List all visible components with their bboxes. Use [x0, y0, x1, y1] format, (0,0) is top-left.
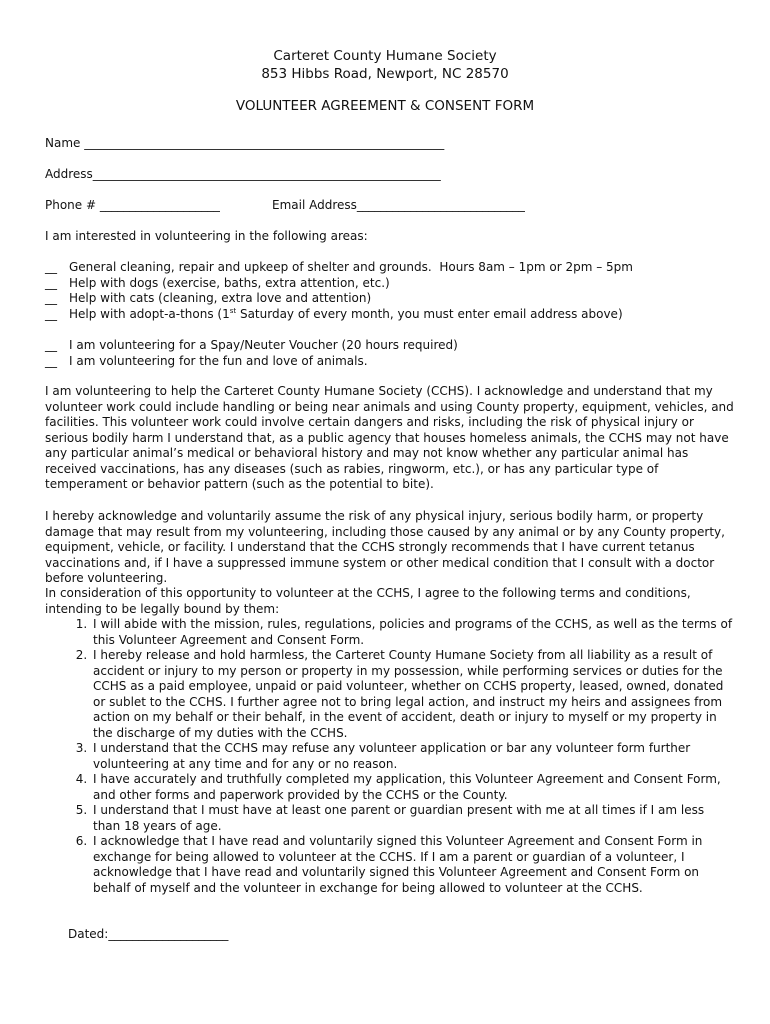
phone-field[interactable]: Phone # ____________________ — [45, 198, 220, 212]
purpose-voucher[interactable] — [45, 338, 735, 354]
checkbox-blank[interactable]: __ — [45, 275, 57, 290]
assumption-of-risk-paragraph: I hereby acknowledge and voluntarily assume the risk of any physical injury, serious bodily harm, or property damage that may result from my volunteering, including those caused by any animal or by any County property, equipment, vehicle, or facility. I understand that the CCHS strongly recommends that I have current tetanus vaccinations and, if I have a suppressed immune system or other medical condition that I consult with a doctor before volunteering. — [45, 509, 725, 585]
org-header — [0, 47, 770, 83]
area-cats[interactable] — [45, 291, 735, 307]
area-label: Help with adopt-a-thons (1st Saturday of every month, you must enter email address above) — [69, 306, 623, 321]
terms-item: 6. I acknowledge that I have read and voluntarily signed this Volunteer Agreement and Consent Form in exchange for being allowed to volunteer at the CCHS. If I am a parent or guardian of a volunteer, I acknowledge that I have read and voluntarily signed this Volunteer Agreement and Consent Form on behalf of myself and the volunteer in exchange for being allowed to volunteer at the CCHS. — [91, 834, 735, 896]
email-field[interactable]: Email Address____________________________ — [272, 198, 525, 212]
purpose-label: I am volunteering for a Spay/Neuter Voucher (20 hours required) — [69, 338, 458, 352]
area-adoptathons[interactable] — [45, 307, 735, 323]
area-label: Help with dogs (exercise, baths, extra attention, etc.) — [69, 275, 390, 290]
terms-item: 3. I understand that the CCHS may refuse any volunteer application or bar any volunteer form further volunteering at any time and for any or no reason. — [91, 741, 735, 772]
checkbox-blank[interactable]: __ — [45, 306, 57, 321]
terms-item: 2. I hereby release and hold harmless, the Carteret County Humane Society from all liability as a result of accident or injury to my person or property in my possession, while performing services or duties for the CCHS as a paid employee, unpaid or paid volunteer, whether on CCHS property, leased, owned, donated or sublet to the CCHS. I further agree not to bring legal action, and instruct my heirs and assignees from action on my behalf or their behalf, in the event of accident, death or injury to myself or my property in the discharge of my duties with the CCHS. — [91, 648, 735, 741]
terms-intro: In consideration of this opportunity to volunteer at the CCHS, I agree to the following terms and conditions, intending to be legally bound by them: — [45, 586, 691, 616]
area-dogs[interactable] — [45, 276, 735, 292]
terms-section — [45, 586, 735, 896]
org-address: 853 Hibbs Road, Newport, NC 28570 — [261, 66, 509, 82]
purpose-label: I am volunteering for the fun and love of animals. — [69, 353, 368, 368]
checkbox-blank[interactable]: __ — [45, 353, 57, 368]
interest-intro: I am interested in volunteering in the following areas: — [45, 229, 368, 243]
org-name: Carteret County Humane Society — [273, 48, 497, 64]
areas-checklist — [45, 260, 735, 322]
area-label: General cleaning, repair and upkeep of shelter and grounds. Hours 8am – 1pm or 2pm – 5pm — [69, 260, 633, 274]
dated-field[interactable]: Dated:____________________ — [68, 927, 229, 941]
name-field[interactable]: Name ____________________________________________________________ — [45, 136, 445, 150]
form-title: VOLUNTEER AGREEMENT & CONSENT FORM — [235, 98, 535, 114]
purpose-fun[interactable] — [45, 354, 735, 370]
area-cleaning[interactable] — [45, 260, 735, 276]
terms-item: 1. I will abide with the mission, rules, regulations, policies and programs of the CCHS, as well as the terms of this Volunteer Agreement and Consent Form. — [91, 617, 735, 648]
terms-list — [45, 617, 735, 896]
checkbox-blank[interactable]: __ — [45, 338, 57, 352]
area-label: Help with cats (cleaning, extra love and attention) — [69, 291, 372, 305]
purpose-checklist — [45, 338, 735, 369]
checkbox-blank[interactable]: __ — [45, 291, 57, 305]
address-field[interactable]: Address__________________________________________________________ — [45, 167, 441, 181]
ordinal-suffix: st — [229, 306, 237, 315]
checkbox-blank[interactable]: __ — [45, 260, 57, 274]
volunteer-risk-paragraph: I am volunteering to help the Carteret County Humane Society (CCHS). I acknowledge and understand that my volunteer work could include handling or being near animals and using County property, equipment, vehicles, and facilities. This volunteer work could involve certain dangers and risks, including the risk of physical injury or serious bodily harm I understand that, as a public agency that houses homeless animals, the CCHS may not have any particular animal’s medical or behavioral history and may not know whether any particular animal has received vaccinations, has any diseases (such as rabies, ringworm, etc.), or has any particular type of temperament or behavior pattern (such as the potential to bite). — [45, 384, 734, 491]
terms-item: 4. I have accurately and truthfully completed my application, this Volunteer Agreement and Consent Form, and other forms and paperwork provided by the CCHS or the County. — [91, 772, 735, 803]
terms-item: 5. I understand that I must have at least one parent or guardian present with me at all times if I am less than 18 years of age. — [91, 803, 735, 834]
